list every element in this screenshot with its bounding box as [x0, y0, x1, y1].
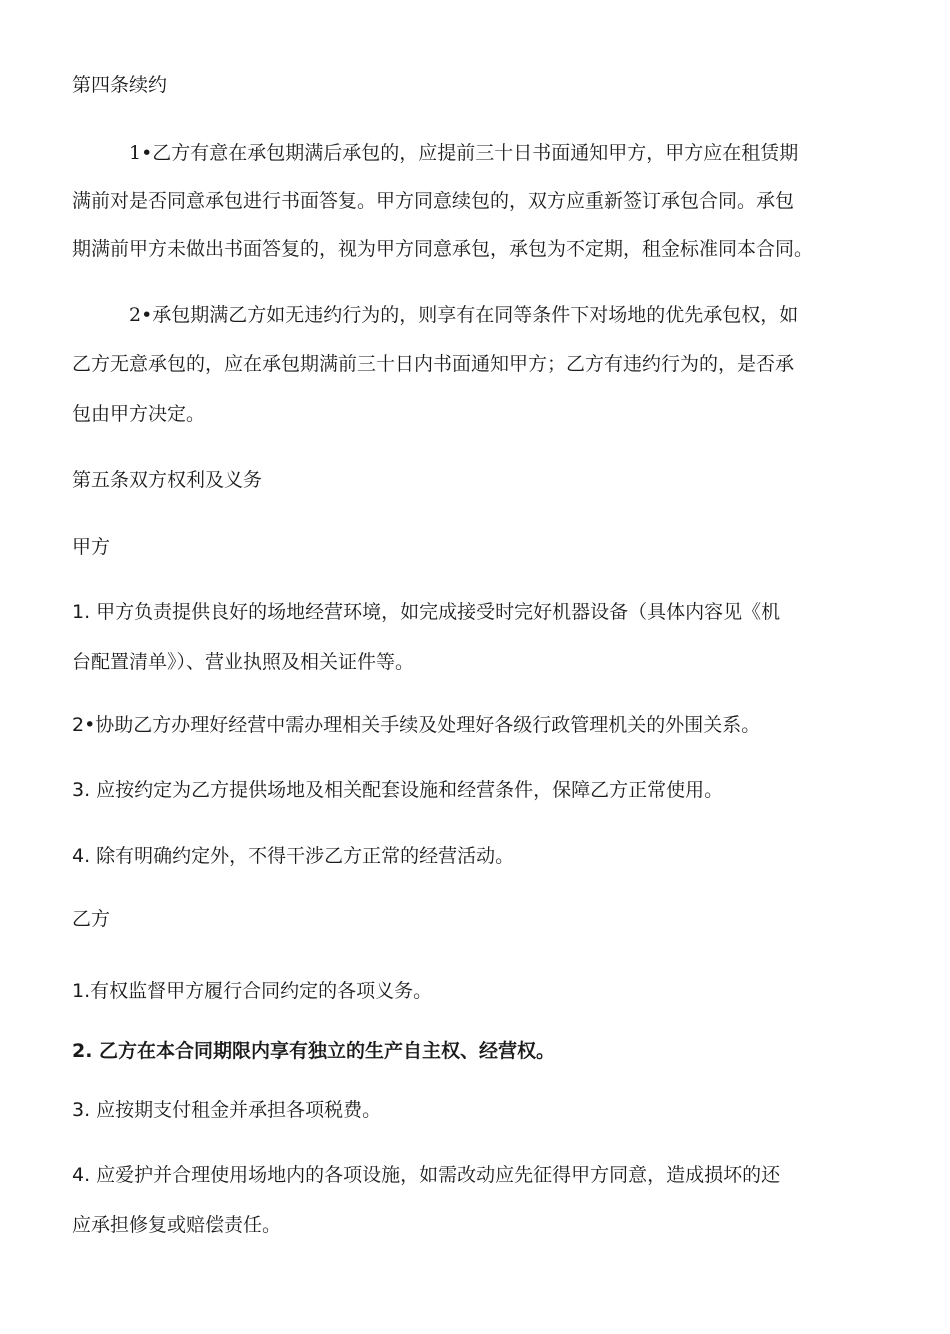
- party-a-item-4: 4. 除有明确约定外，不得干涉乙方正常的经营活动。: [72, 845, 515, 867]
- party-b-item-2: 2. 乙方在本合同期限内享有独立的生产自主权、经营权。: [72, 1040, 556, 1062]
- party-b-item-4-line-2: 应承担修复或赔偿责任。: [72, 1214, 282, 1236]
- article-5-heading: 第五条双方权利及义务: [72, 469, 263, 491]
- party-a-item-1-line-2: 台配置清单》）、营业执照及相关证件等。: [72, 651, 415, 673]
- article-4-clause-2-line-1: 2•承包期满乙方如无违约行为的，则享有在同等条件下对场地的优先承包权，如: [129, 304, 799, 326]
- article-4-clause-1-line-2: 满前对是否同意承包进行书面答复。甲方同意续包的，双方应重新签订承包合同。承包: [72, 190, 795, 212]
- article-4-clause-2-line-2: 乙方无意承包的，应在承包期满前三十日内书面通知甲方；乙方有违约行为的，是否承: [72, 353, 795, 375]
- party-b-item-3: 3. 应按期支付租金并承担各项税费。: [72, 1099, 382, 1121]
- party-a-heading: 甲方: [72, 536, 111, 558]
- party-b-item-1: 1.有权监督甲方履行合同约定的各项义务。: [72, 980, 433, 1002]
- article-4-clause-1-line-1: 1•乙方有意在承包期满后承包的，应提前三十日书面通知甲方，甲方应在租赁期: [129, 142, 799, 164]
- party-b-item-4-line-1: 4. 应爱护并合理使用场地内的各项设施，如需改动应先征得甲方同意，造成损坏的还: [72, 1164, 781, 1186]
- party-a-item-3: 3. 应按约定为乙方提供场地及相关配套设施和经营条件，保障乙方正常使用。: [72, 779, 724, 801]
- article-4-clause-2-line-3: 包由甲方决定。: [72, 403, 206, 425]
- party-b-heading: 乙方: [72, 908, 111, 930]
- party-a-item-1-line-1: 1. 甲方负责提供良好的场地经营环境，如完成接受时完好机器设备（具体内容见《机: [72, 601, 781, 623]
- party-a-item-2: 2•协助乙方办理好经营中需办理相关手续及处理好各级行政管理机关的外围关系。: [72, 714, 761, 736]
- article-4-heading: 第四条续约: [72, 74, 168, 96]
- article-4-clause-1-line-3: 期满前甲方未做出书面答复的，视为甲方同意承包，承包为不定期，租金标准同本合同。: [72, 238, 814, 260]
